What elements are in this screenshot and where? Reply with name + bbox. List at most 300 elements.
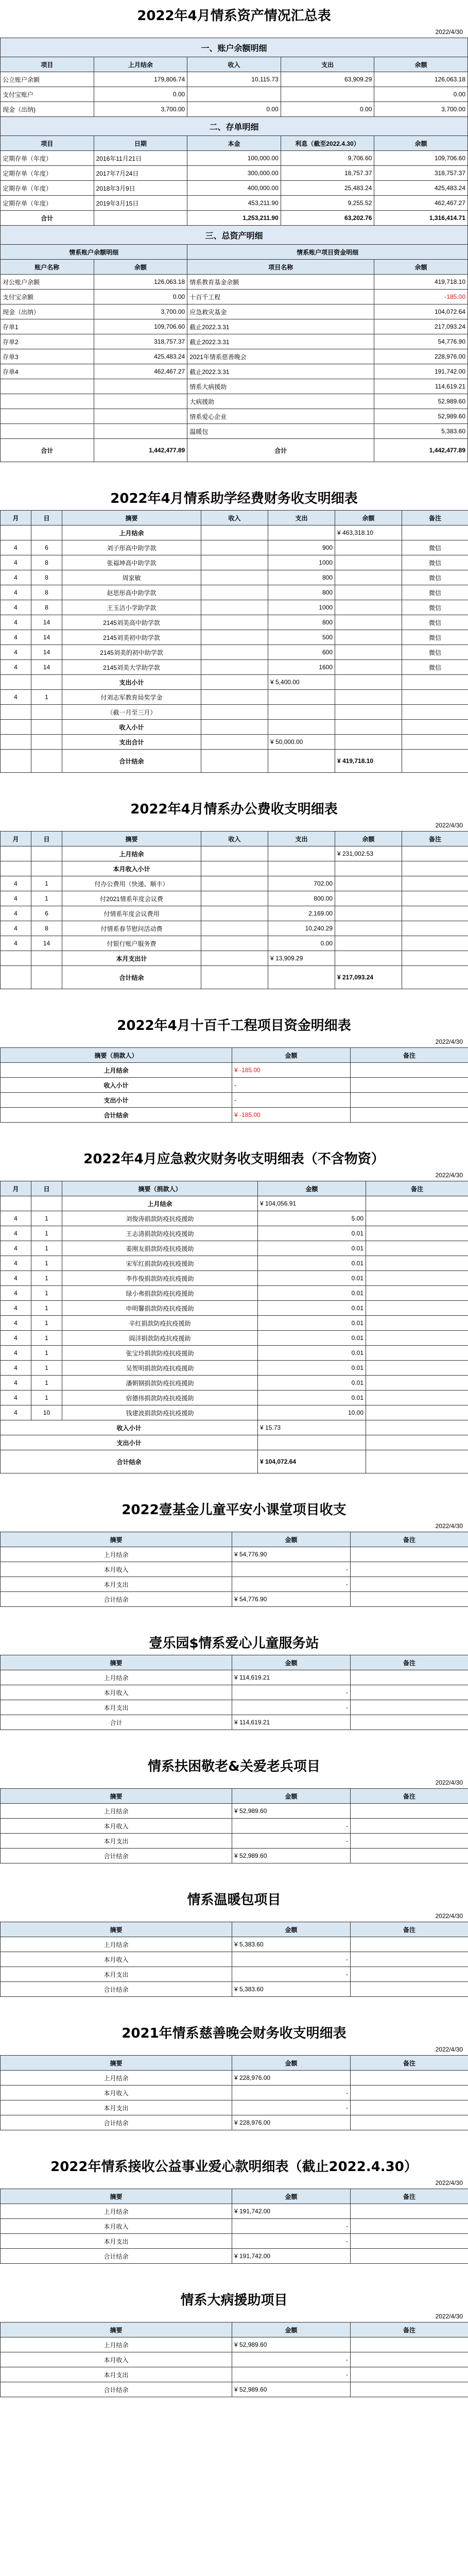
ten-date: 2022/4/30 [435, 1038, 463, 1045]
table-row [1, 1834, 468, 1849]
table-cell [351, 1670, 468, 1685]
table-cell: 上月结余 [62, 526, 201, 540]
corp-section [0, 2151, 468, 2264]
table-row [1, 735, 468, 750]
table-cell: 微信 [402, 555, 468, 570]
table-cell: 1000 [268, 600, 335, 615]
table-cell [351, 2382, 468, 2397]
table-cell [351, 2352, 468, 2367]
table-row [1, 891, 468, 906]
table-cell: 申明馨捐款防疫抗疫援助 [62, 1301, 258, 1316]
table-cell: 本月收入 [1, 1952, 232, 1967]
table-cell: 本月收入 [1, 2352, 232, 2367]
column-header: 支出 [268, 511, 335, 526]
table-cell: 1 [31, 1211, 62, 1226]
table-cell [366, 1435, 468, 1450]
table-row [1, 1078, 468, 1093]
table-cell: 本月支出 [1, 1700, 232, 1715]
table-cell: 0.00 [374, 87, 468, 102]
table-cell: ¥ 52,989.60 [232, 1849, 351, 1863]
total-row [1, 211, 468, 226]
column-header: 余额 [374, 57, 468, 72]
table-cell [402, 735, 468, 750]
table-cell: 8 [31, 585, 62, 600]
edu-table [0, 510, 468, 773]
table-cell [201, 966, 268, 989]
table-cell: 付情系年度会议费用 [62, 906, 201, 921]
header-row [1, 1789, 468, 1804]
table-cell: 合计结余 [1, 2249, 232, 2264]
table-cell: 318,757.37 [94, 334, 187, 349]
table-cell [402, 750, 468, 773]
table-cell [201, 705, 268, 720]
kids-section [0, 1494, 468, 1607]
header-row [1, 1655, 468, 1670]
table-cell [351, 2115, 468, 2130]
column-header: 摘要 [62, 511, 201, 526]
table-cell: 微信 [402, 660, 468, 675]
table-cell: 上月结余 [62, 846, 201, 861]
table-cell: 情系大病援助 [187, 379, 374, 394]
table-row [1, 570, 468, 585]
table-cell [94, 394, 187, 409]
table-cell [335, 555, 402, 570]
table-cell [335, 690, 402, 705]
table-row [1, 2249, 468, 2264]
column-header: 本金 [187, 136, 281, 151]
table-cell [335, 585, 402, 600]
table-row [1, 846, 468, 861]
table-cell: 支出小计 [1, 1435, 258, 1450]
table-cell [366, 1420, 468, 1435]
table-cell [201, 645, 268, 660]
table-cell: 合计结余 [1, 1108, 232, 1123]
table-cell: 4 [1, 936, 31, 951]
table-cell: 0.01 [258, 1316, 366, 1331]
column-header: 月 [1, 1181, 31, 1196]
table-cell: 辛红捐款防疫抗疫援助 [62, 1316, 258, 1331]
column-header: 摘要（捐款人） [62, 1181, 258, 1196]
table-cell: 425,483.24 [374, 181, 468, 196]
table-cell: 支出小计 [1, 1093, 232, 1108]
table-row [1, 675, 468, 690]
table-cell: 600 [268, 645, 335, 660]
table-cell: 收入小计 [1, 1078, 232, 1093]
column-header: 余额 [374, 260, 468, 275]
table-cell: 1 [31, 1241, 62, 1256]
column-header: 摘要 [62, 832, 201, 846]
header-row [1, 1922, 468, 1937]
table-row [1, 526, 468, 540]
table-cell: 10,240.29 [268, 921, 335, 936]
table-cell [351, 1982, 468, 1997]
table-row [1, 1592, 468, 1607]
warm-section [0, 1884, 468, 1997]
table-row [1, 2100, 468, 2115]
table-cell: 付刘志军教育局奖学金 [62, 690, 201, 705]
table-cell [351, 2234, 468, 2249]
table-cell [351, 1562, 468, 1577]
table-row [1, 1577, 468, 1592]
table-cell [201, 936, 268, 951]
table-row [1, 630, 468, 645]
table-cell [31, 966, 62, 989]
table-cell: 1 [31, 1376, 62, 1391]
table-row [1, 2071, 468, 2086]
table-cell: 300,000.00 [187, 166, 281, 181]
column-header: 日 [31, 1181, 62, 1196]
table-cell [335, 906, 402, 921]
table-row [1, 645, 468, 660]
table-cell: 4 [1, 1316, 31, 1331]
header-row [1, 1532, 468, 1547]
table-cell: 上月结余 [1, 2337, 232, 2352]
table-row [1, 2219, 468, 2234]
table-cell [1, 379, 94, 394]
header-row [1, 245, 468, 260]
corp-date: 2022/4/30 [435, 2179, 463, 2187]
gala-table [0, 2055, 468, 2130]
illness-section [0, 2284, 468, 2397]
table-cell [201, 861, 268, 876]
table-cell [1, 705, 31, 720]
table-cell: 10.00 [258, 1405, 366, 1420]
table-cell: 姜刚友捐款防疫抗疫援助 [62, 1241, 258, 1256]
table-row [1, 906, 468, 921]
table-cell: 上月结余 [1, 2071, 232, 2086]
column-header: 摘要 [1, 1789, 232, 1804]
column-header: 摘要 [1, 2323, 232, 2337]
table-cell [201, 555, 268, 570]
table-cell: - [232, 2086, 351, 2100]
table-cell: 合计结余 [1, 1849, 232, 1863]
table-cell: 本月收入 [1, 1819, 232, 1834]
table-cell [1, 424, 94, 439]
column-header: 金额 [232, 2056, 351, 2071]
table-cell [201, 540, 268, 555]
table-cell: 情系爱心企业 [187, 409, 374, 424]
table-cell: 0.01 [258, 1271, 366, 1286]
table-cell: 109,706.60 [94, 319, 187, 334]
table-cell: 800 [268, 585, 335, 600]
table-cell [187, 87, 281, 102]
table-cell: 4 [1, 1241, 31, 1256]
column-header: 摘要 [1, 2056, 232, 2071]
table-cell: ¥ 191,742.00 [232, 2249, 351, 2264]
table-cell: 4 [1, 1405, 31, 1420]
table-cell: 4 [1, 1301, 31, 1316]
table-cell: 6 [31, 906, 62, 921]
table-row [1, 196, 468, 211]
table-cell: 14 [31, 630, 62, 645]
table-cell [351, 1547, 468, 1562]
table-cell [402, 861, 468, 876]
table-cell: 本月收入 [1, 2086, 232, 2100]
office-section [0, 793, 468, 989]
table-cell: 钱建波捐款防疫抗疫援助 [62, 1405, 258, 1420]
table-cell: 现金（出纳） [1, 304, 94, 319]
table-row [1, 876, 468, 891]
table-cell: ¥ 114,619.21 [232, 1715, 351, 1730]
table-cell: 2145刘美大学助学款 [62, 660, 201, 675]
column-header: 摘要 [1, 2189, 232, 2204]
emergency-title: 2022年4月应急救灾财务收支明细表（不含物资） [83, 1151, 385, 1167]
table-row [1, 1391, 468, 1405]
table-cell [201, 675, 268, 690]
table-row [1, 290, 468, 304]
table-cell [366, 1301, 468, 1316]
table-cell: 1 [31, 1226, 62, 1241]
table-cell: 周家敏 [62, 570, 201, 585]
table-row [1, 1108, 468, 1123]
table-cell: 刘子彤高中助学款 [62, 540, 201, 555]
table-row [1, 166, 468, 181]
table-cell: 付银行账户服务费 [62, 936, 201, 951]
column-header: 余额 [335, 832, 402, 846]
table-cell: ¥ 114,619.21 [232, 1670, 351, 1685]
table-cell: 1,442,477.89 [374, 439, 468, 462]
table-cell [402, 526, 468, 540]
table-row [1, 1301, 468, 1316]
table-cell [281, 87, 374, 102]
table-cell: 4 [1, 891, 31, 906]
table-cell: -185.00 [374, 290, 468, 304]
table-cell: ¥ 463,318.10 [335, 526, 402, 540]
table-row [1, 1196, 468, 1211]
table-cell: 54,776.90 [374, 334, 468, 349]
table-cell: 本月支出 [1, 2234, 232, 2249]
ten-section [0, 1010, 468, 1123]
ten-title: 2022年4月十百千工程项目资金明细表 [117, 1018, 351, 1033]
table-cell: 14 [31, 615, 62, 630]
table-cell: 1 [31, 1346, 62, 1361]
table-cell: 微信 [402, 570, 468, 585]
table-cell: 1 [31, 1391, 62, 1405]
table-cell: 702.00 [268, 876, 335, 891]
column-header: 情系账户项目资金明细 [187, 245, 468, 260]
table-cell: 上月结余 [1, 1670, 232, 1685]
column-header: 备注 [351, 1789, 468, 1804]
table-cell: 王志清捐款防疫抗疫援助 [62, 1226, 258, 1241]
table-cell: 800.00 [268, 891, 335, 906]
table-cell: - [232, 2100, 351, 2115]
ten-table [0, 1047, 468, 1123]
table-row [1, 2234, 468, 2249]
table-row [1, 1211, 468, 1226]
table-cell [402, 966, 468, 989]
table-cell [351, 1592, 468, 1607]
table-row [1, 349, 468, 364]
table-cell: 114,619.21 [374, 379, 468, 394]
table-cell: 上月结余 [1, 2204, 232, 2219]
table-cell: 王玉洁小学助学款 [62, 600, 201, 615]
emergency-section [0, 1143, 468, 1473]
table-cell: 1 [31, 1331, 62, 1346]
table-cell: 63,909.29 [281, 72, 374, 87]
column-header: 备注 [351, 1655, 468, 1670]
table-cell: 52,989.60 [374, 394, 468, 409]
table-cell: - [232, 1577, 351, 1592]
table-cell [1, 846, 31, 861]
header-row [1, 1181, 468, 1196]
table-row [1, 1376, 468, 1391]
general-section-title: 三、总资产明细 [1, 226, 468, 245]
column-header: 备注 [351, 2189, 468, 2204]
column-header: 支出 [281, 57, 374, 72]
table-row [1, 1420, 468, 1435]
table-cell: ¥ 104,072.64 [258, 1450, 366, 1473]
table-cell [335, 660, 402, 675]
table-cell: 对公账户余额 [1, 275, 94, 290]
table-cell [201, 750, 268, 773]
table-cell: 上月结余 [62, 1196, 258, 1211]
column-header: 收入 [201, 832, 268, 846]
table-row [1, 1804, 468, 1819]
table-cell: 462,467.27 [94, 364, 187, 379]
table-cell [335, 921, 402, 936]
leye-title: 壹乐园$情系爱心儿童服务站 [149, 1636, 319, 1651]
table-cell: ¥ -185.00 [232, 1108, 351, 1123]
table-cell: 0.01 [258, 1361, 366, 1376]
table-row [1, 1967, 468, 1982]
table-row [1, 334, 468, 349]
table-cell [351, 1063, 468, 1078]
table-cell [402, 690, 468, 705]
table-cell: 1 [31, 891, 62, 906]
account-section-title: 一、账户余额明细 [1, 38, 468, 57]
column-header: 余额 [94, 260, 187, 275]
table-cell [351, 1715, 468, 1730]
column-header: 情系账户余额明细 [1, 245, 187, 260]
table-cell: 4 [1, 540, 31, 555]
table-cell: ¥ -185.00 [232, 1063, 351, 1078]
table-cell: ¥ 54,776.90 [232, 1547, 351, 1562]
table-cell [1, 526, 31, 540]
table-cell [1, 409, 94, 424]
header-row [1, 1048, 468, 1063]
table-cell: 2021年情系慈善晚会 [187, 349, 374, 364]
table-row [1, 1715, 468, 1730]
table-cell: 1 [31, 1316, 62, 1331]
table-cell: 0.00 [94, 87, 187, 102]
table-cell [201, 876, 268, 891]
table-cell [351, 2219, 468, 2234]
table-cell: 109,706.60 [374, 151, 468, 166]
table-cell [351, 2337, 468, 2352]
table-cell [366, 1376, 468, 1391]
table-row [1, 102, 468, 117]
table-cell: 4 [1, 615, 31, 630]
table-cell: 14 [31, 936, 62, 951]
column-header: 上月结余 [94, 57, 187, 72]
column-header: 月 [1, 832, 31, 846]
table-cell: 25,483.24 [281, 181, 374, 196]
column-header: 利息（截至2022.4.30） [281, 136, 374, 151]
header-row [1, 2189, 468, 2204]
column-header: 金额 [232, 1048, 351, 1063]
total-row [1, 1450, 468, 1473]
table-cell: 张福坤高中助学款 [62, 555, 201, 570]
header-row [1, 57, 468, 72]
column-header: 余额 [335, 511, 402, 526]
table-cell [366, 1256, 468, 1271]
table-cell: ¥ 5,383.60 [232, 1937, 351, 1952]
table-cell: 宋军红捐款防疫抗疫援助 [62, 1256, 258, 1271]
warm-title: 情系温暖包项目 [187, 1892, 281, 1908]
table-cell: 4 [1, 1391, 31, 1405]
header-row [1, 2323, 468, 2337]
table-cell: 1,253,211.90 [187, 211, 281, 226]
table-cell [94, 424, 187, 439]
table-cell: 0.01 [258, 1241, 366, 1256]
table-cell: 合计结余 [1, 2382, 232, 2397]
table-row [1, 1937, 468, 1952]
table-cell [402, 906, 468, 921]
table-cell [1, 394, 94, 409]
table-cell: 14 [31, 660, 62, 675]
table-cell: 0.01 [258, 1376, 366, 1391]
column-header: 金额 [232, 1922, 351, 1937]
table-cell: 2145刘美的初中助学款 [62, 645, 201, 660]
column-header: 日 [31, 832, 62, 846]
table-cell [268, 690, 335, 705]
table-cell [351, 1849, 468, 1863]
table-cell: 现金（出纳) [1, 102, 94, 117]
table-cell: 4 [1, 555, 31, 570]
column-header: 摘要（捐款人） [1, 1048, 232, 1063]
table-cell: ¥ 191,742.00 [232, 2204, 351, 2219]
elder-title: 情系扶困敬老&关爱老兵项目 [148, 1759, 320, 1774]
table-cell: 收入小计 [62, 720, 201, 735]
table-cell [201, 735, 268, 750]
table-row [1, 540, 468, 555]
table-cell [258, 1435, 366, 1450]
table-cell: ¥ 5,400.00 [268, 675, 335, 690]
table-cell: 合计 [1, 211, 94, 226]
deposit-section-title: 二、存单明细 [1, 117, 468, 136]
corp-title: 2022年情系接收公益事业爱心款明细表（截止2022.4.30） [50, 2159, 418, 2175]
table-cell [31, 526, 62, 540]
table-cell: 6 [31, 540, 62, 555]
office-date: 2022/4/30 [435, 822, 463, 829]
table-cell: 阎洋捐款防疫抗疫援助 [62, 1331, 258, 1346]
warm-date: 2022/4/30 [435, 1912, 463, 1920]
table-cell [351, 1952, 468, 1967]
table-row [1, 1562, 468, 1577]
table-row [1, 2337, 468, 2352]
table-row [1, 936, 468, 951]
table-cell [1, 675, 31, 690]
column-header: 日期 [94, 136, 187, 151]
table-cell: 419,718.10 [374, 275, 468, 290]
table-row [1, 1286, 468, 1301]
summary-section [0, 0, 468, 462]
table-cell: 2,169.00 [268, 906, 335, 921]
column-header: 支出 [268, 832, 335, 846]
table-cell: 2017年7月24日 [94, 166, 187, 181]
table-cell: ¥ 52,989.60 [232, 1804, 351, 1819]
table-row [1, 394, 468, 409]
table-cell [335, 600, 402, 615]
table-cell: 张宝玲捐款防疫抗疫援助 [62, 1346, 258, 1361]
table-cell: 合计结余 [62, 750, 201, 773]
table-cell: 5.00 [258, 1211, 366, 1226]
table-cell [268, 846, 335, 861]
table-row [1, 1670, 468, 1685]
table-cell: 上月结余 [1, 1547, 232, 1562]
table-cell: 126,063.18 [374, 72, 468, 87]
table-cell: 本月收入 [1, 2219, 232, 2234]
